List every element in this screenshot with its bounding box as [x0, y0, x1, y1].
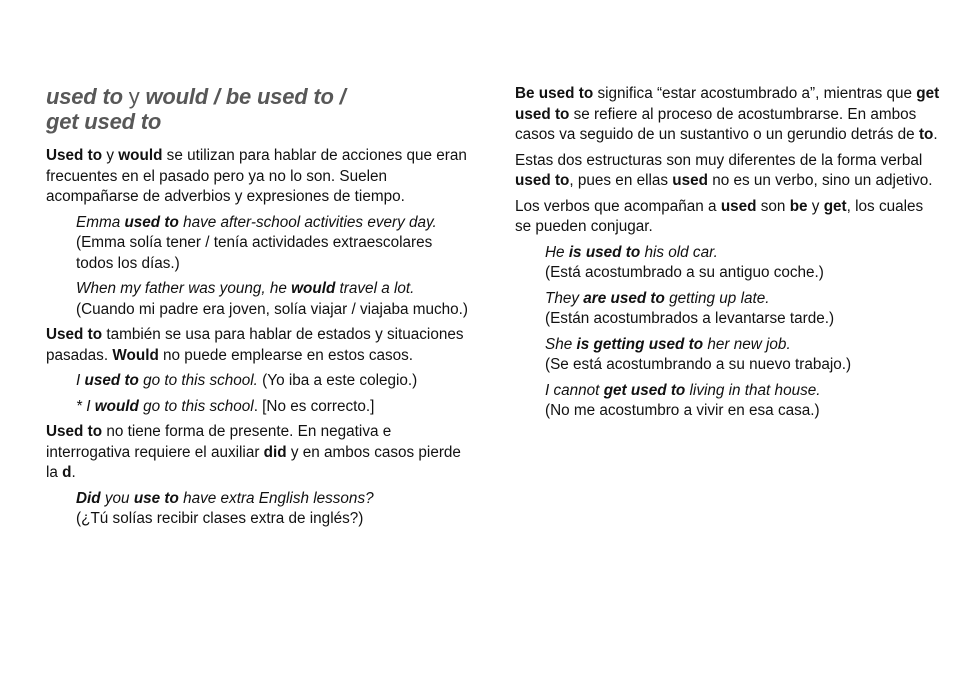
text: no es un verbo, sino un adjetivo. — [708, 172, 933, 189]
paragraph-difference — [515, 151, 940, 192]
title-would-be-used-to: would / be used to / — [145, 84, 346, 109]
example-english: When my father was young, he would travel a lot. — [76, 280, 415, 297]
example-late — [545, 289, 940, 330]
term-would: Would — [112, 346, 159, 364]
example-house — [545, 381, 940, 422]
title-conjunction: y — [128, 84, 140, 109]
text: . — [71, 464, 76, 481]
example-translation: (Cuando mi padre era joven, solía viajar / viajaba mucho.) — [76, 300, 468, 318]
term-used-to: used to — [515, 172, 570, 189]
paragraph-states — [46, 325, 470, 366]
example-car — [545, 243, 940, 284]
text: también se usa para hablar de estados y situaciones pasadas. — [46, 326, 464, 364]
text: y — [807, 197, 824, 215]
example-question — [76, 489, 470, 530]
left-column — [46, 84, 470, 535]
example-job — [545, 335, 940, 376]
right-column — [515, 84, 940, 427]
term-used: used — [672, 172, 708, 189]
text: no tiene forma de presente. En negativa e interrogativa requiere el auxiliar — [46, 423, 392, 461]
title-get-used-to: get used to — [46, 109, 162, 134]
term-get-used-to: get used to — [515, 85, 940, 123]
example-english: Did you use to have extra English lessons? — [76, 489, 374, 507]
example-line: * I would go to this school. [No es correcto.] — [76, 397, 375, 415]
example-line: I used to go to this school. (Yo iba a este colegio.) — [76, 372, 418, 389]
text: y — [102, 147, 119, 164]
example-emma — [76, 213, 470, 275]
example-english: They are used to getting up late. — [545, 289, 770, 307]
term-d: d — [62, 464, 72, 481]
example-translation: (Están acostumbrados a levantarse tarde.) — [545, 310, 835, 327]
term-used-to: Used to — [46, 423, 103, 440]
term-used-to: Used to — [46, 147, 103, 164]
text: y en ambos casos pierde la — [46, 443, 461, 481]
example-school — [76, 371, 470, 392]
example-english: She is getting used to her new job. — [545, 335, 791, 353]
example-translation: (Se está acostumbrando a su nuevo trabajo.) — [545, 356, 852, 373]
text: significa “estar acostumbrado a”, mientras que — [593, 85, 917, 102]
term-would: would — [118, 147, 163, 164]
example-translation: (¿Tú solías recibir clases extra de inglés?) — [76, 510, 364, 527]
text: se utilizan para hablar de acciones que eran frecuentes en el pasado pero ya no lo son. Suelen acompañarse de adverbios y expresiones de tiempo. — [46, 147, 467, 205]
text: , pues en ellas — [569, 172, 673, 189]
text: Los verbos que acompañan a — [515, 197, 721, 215]
example-translation: (Está acostumbrado a su antiguo coche.) — [545, 264, 824, 281]
text: , los cuales se pueden conjugar. — [515, 197, 924, 235]
term-be-used-to: Be used to — [515, 85, 594, 102]
paragraph-usage — [46, 146, 470, 208]
term-be: be — [789, 197, 808, 215]
example-english: He is used to his old car. — [545, 243, 718, 261]
section-title — [46, 84, 470, 134]
paragraph-present — [46, 422, 470, 484]
example-english: I cannot get used to living in that house. — [545, 381, 821, 399]
paragraph-be-get — [515, 84, 940, 146]
term-get: get — [823, 197, 847, 215]
example-incorrect — [76, 397, 470, 418]
text: no puede emplearse en estos casos. — [158, 346, 414, 364]
text: . — [933, 126, 938, 143]
term-did: did — [263, 443, 287, 461]
example-translation: (Emma solía tener / tenía actividades extraescolares todos los días.) — [76, 234, 433, 272]
text: son — [756, 197, 790, 215]
example-translation: (No me acostumbro a vivir en esa casa.) — [545, 402, 820, 419]
paragraph-verbs — [515, 197, 940, 238]
title-used-to: used to — [46, 84, 123, 109]
term-used: used — [720, 197, 757, 215]
text: se refiere al proceso de acostumbrarse. En ambos casos va seguido de un sustantivo o un gerundio detrás de — [515, 105, 919, 143]
example-father — [76, 279, 470, 320]
text: Estas dos estructuras son muy diferentes de la forma verbal — [515, 151, 923, 169]
term-to: to — [918, 126, 934, 143]
example-english: Emma used to have after-school activities every day. — [76, 213, 437, 231]
term-used-to: Used to — [46, 326, 103, 343]
